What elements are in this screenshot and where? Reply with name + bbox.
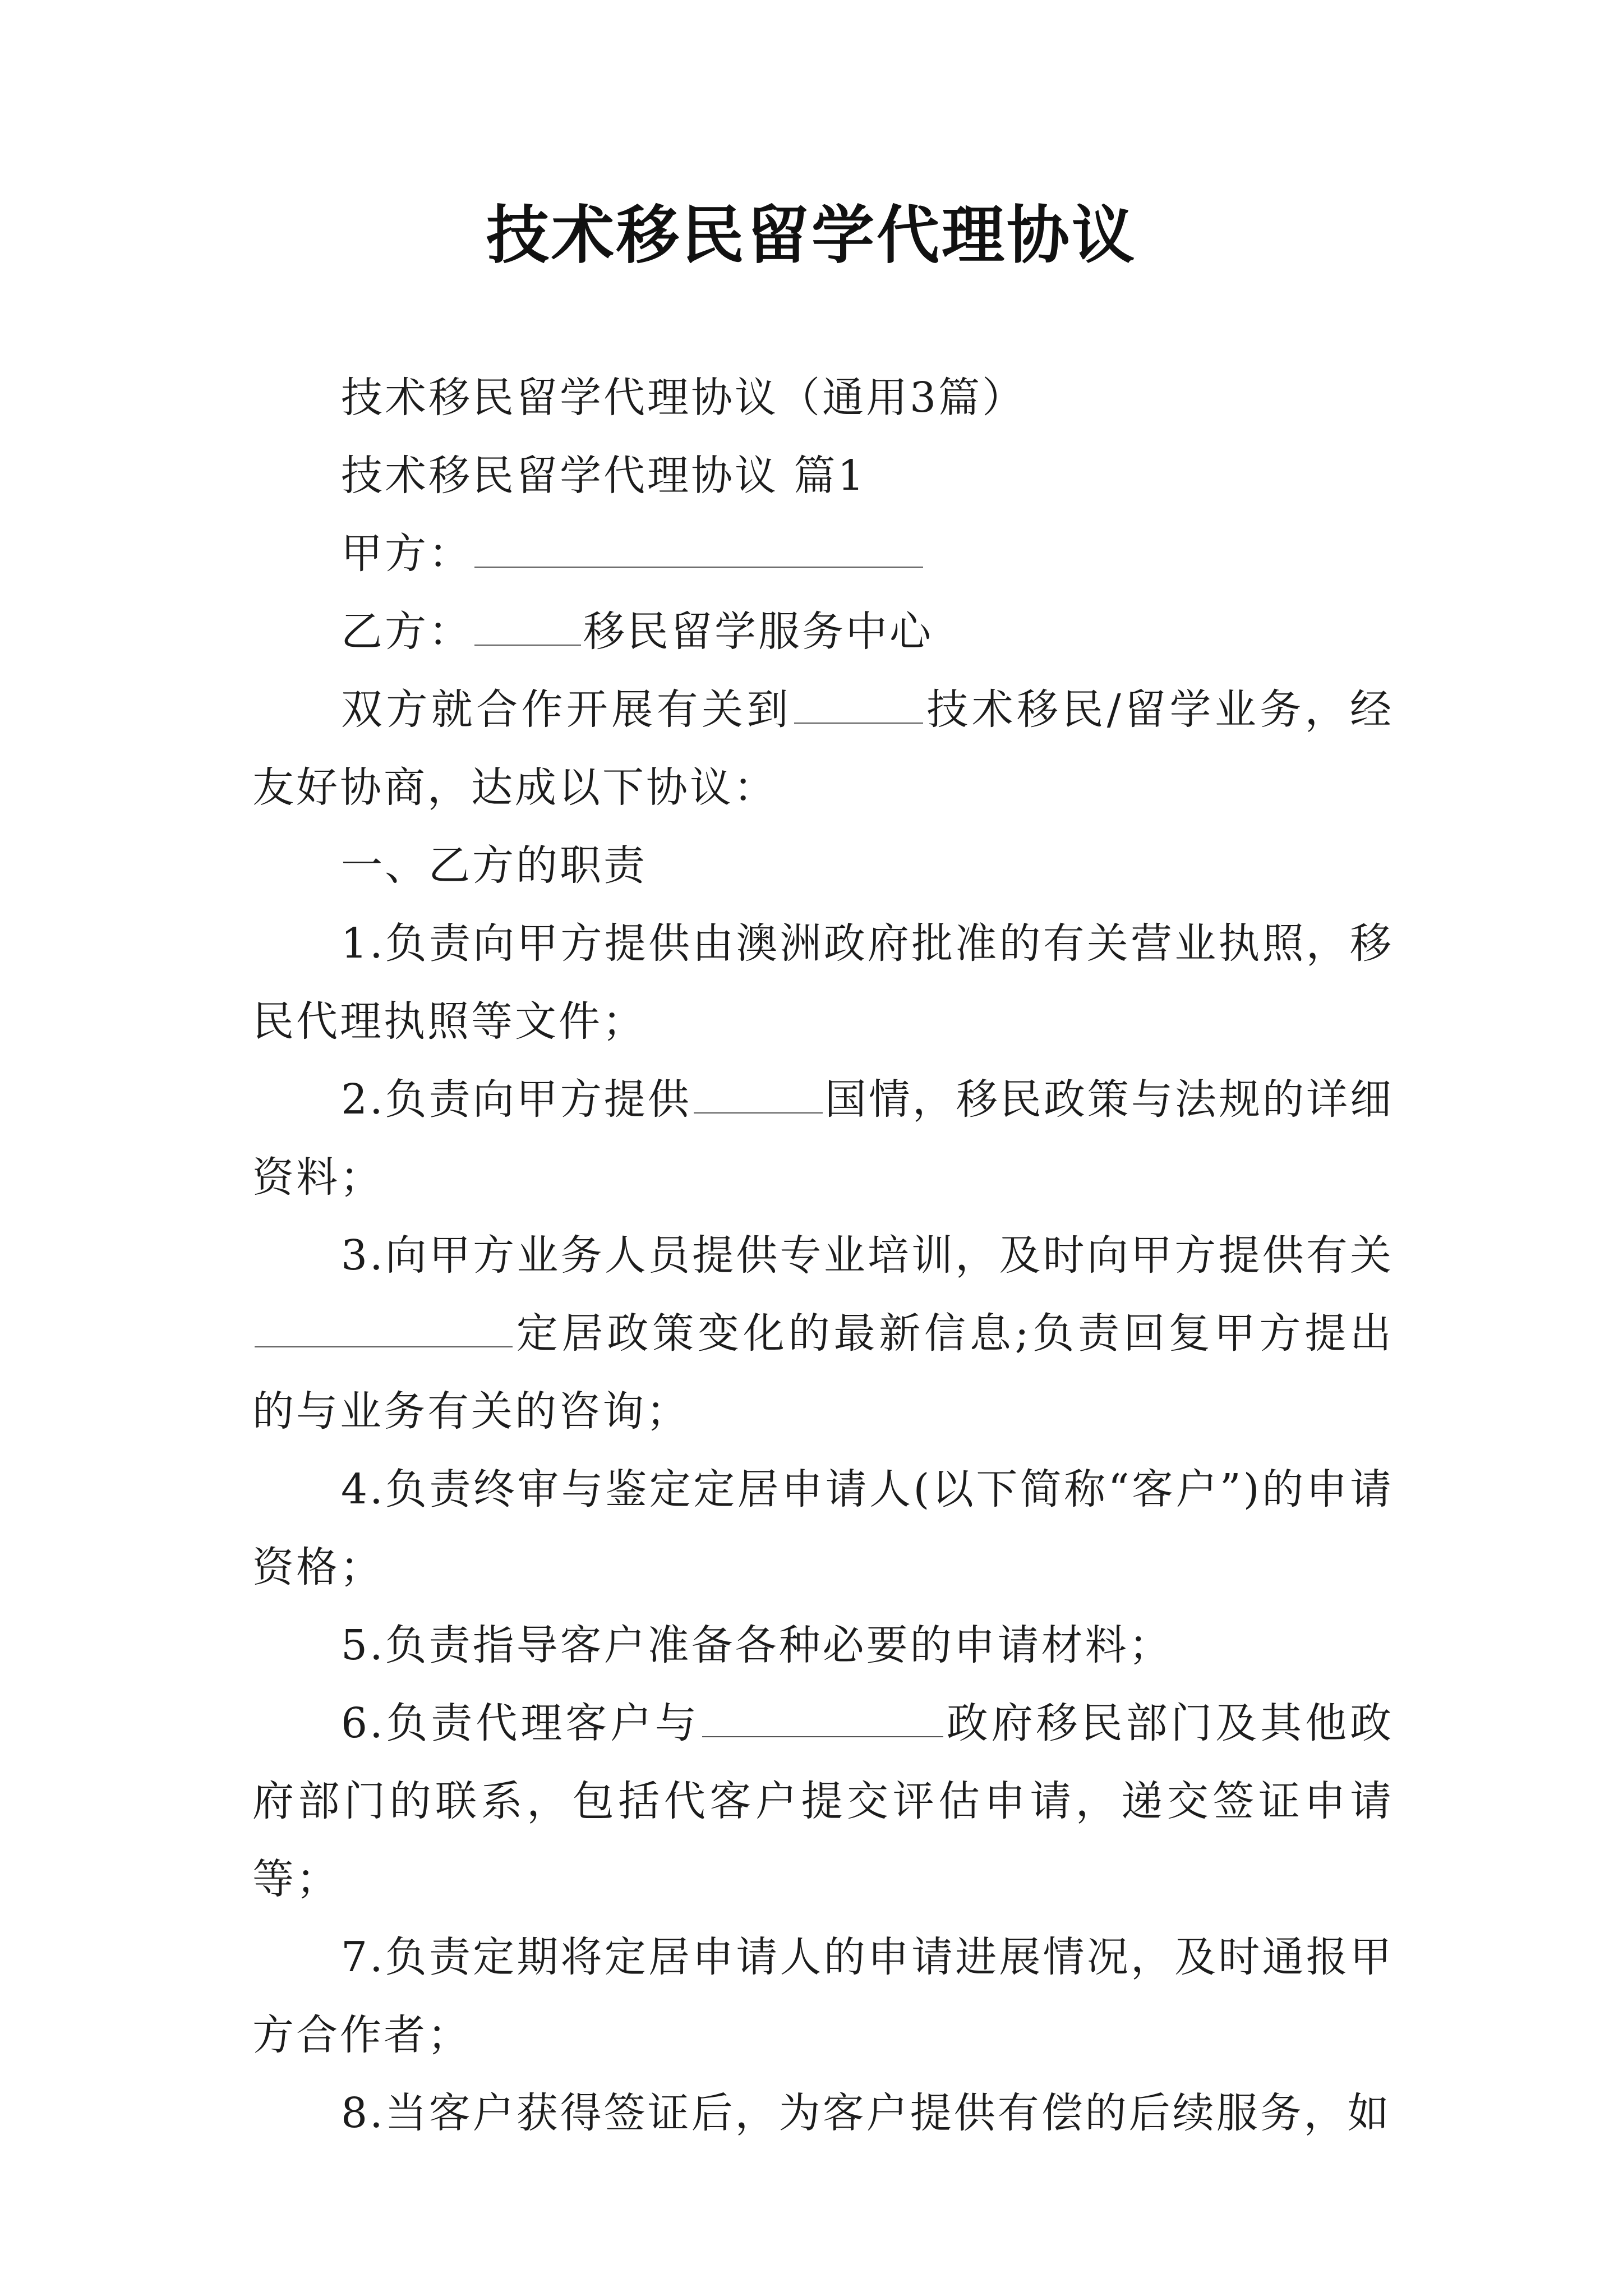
party-a-label: 甲方： (341, 530, 472, 578)
item-4 (252, 1451, 1394, 1607)
heading-general-text: 技术移民留学代理协议（通用3篇） (341, 374, 1026, 422)
party-b-line (252, 593, 1394, 671)
heading-general (252, 359, 1394, 437)
party-b-label: 乙方： (341, 608, 472, 656)
intro-pre: 双方就合作开展有关到 (341, 685, 792, 734)
section-one-text: 一、乙方的职责 (341, 841, 647, 890)
item-5-text: 5.负责指导客户准备各种必要的申请材料； (341, 1621, 1173, 1669)
document-body (252, 359, 1394, 2152)
party-a-blank (474, 527, 923, 568)
party-a-line (252, 515, 1394, 593)
item-7-text: 7.负责定期将定居申请人的申请进展情况，及时通报甲方合作者； (252, 1933, 1394, 2059)
item-8-text: 8.当客户获得签证后，为客户提供有偿的后续服务，如 (341, 2089, 1391, 2137)
item-3-pre: 3.向甲方业务人员提供专业培训，及时向甲方提供有关 (341, 1231, 1394, 1280)
party-b-blank (474, 605, 581, 646)
intro-post: 技术移民/留学业务，经友好协商，达成以下协议： (252, 685, 1394, 812)
item-3-blank (255, 1307, 513, 1347)
item-2-post: 国情，移民政策与法规的详细资料； (252, 1075, 1394, 1202)
item-2 (252, 1061, 1394, 1217)
party-b-suffix: 移民留学服务中心 (583, 608, 933, 656)
item-1 (252, 905, 1394, 1061)
item-4-text: 4.负责终审与鉴定定居申请人(以下简称“客户”)的申请资格； (252, 1465, 1394, 1591)
intro-paragraph (252, 671, 1394, 827)
item-7 (252, 1918, 1394, 2074)
item-6 (252, 1685, 1394, 1918)
item-6-blank (702, 1697, 943, 1737)
item-2-blank (694, 1073, 823, 1114)
item-8 (252, 2074, 1394, 2152)
item-3 (252, 1217, 1394, 1451)
item-6-post: 政府移民部门及其他政府部门的联系，包括代客户提交评估申请，递交签证申请等； (252, 1699, 1394, 1903)
item-6-pre: 6.负责代理客户与 (341, 1699, 700, 1747)
document-title: 技术移民留学代理协议 (486, 199, 1137, 272)
heading-part1-text: 技术移民留学代理协议 篇1 (341, 452, 866, 500)
item-5 (252, 1607, 1394, 1685)
intro-blank (794, 683, 923, 724)
heading-part1 (252, 437, 1394, 515)
item-1-text: 1.负责向甲方提供由澳洲政府批准的有关营业执照，移民代理执照等文件； (252, 919, 1394, 1046)
item-3-post: 定居政策变化的最新信息;负责回复甲方提出的与业务有关的咨询； (252, 1309, 1394, 1435)
section-one-heading (252, 827, 1394, 905)
item-2-pre: 2.负责向甲方提供 (341, 1075, 691, 1124)
